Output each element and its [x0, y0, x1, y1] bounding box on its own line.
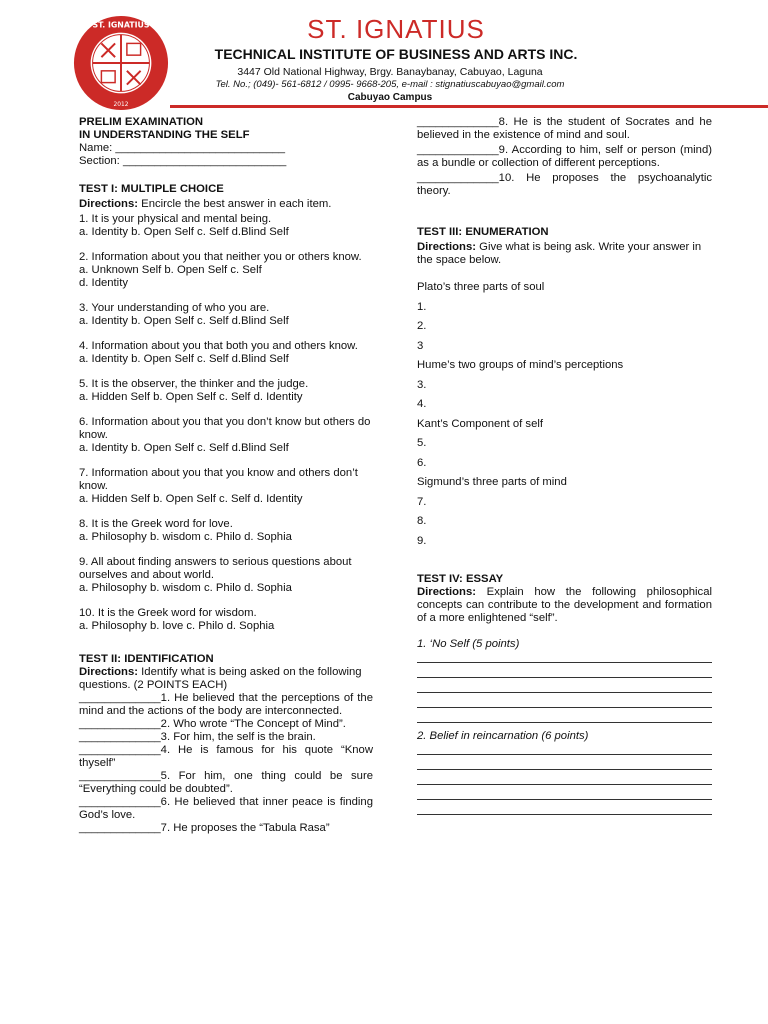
- group-title: Sigmund’s three parts of mind: [417, 476, 567, 488]
- test1-directions: [79, 198, 373, 211]
- logo-text-top: ST. IGNATIUS: [92, 20, 150, 30]
- question-text: 7. Information about you that you know and others don’t know.: [79, 467, 358, 492]
- question-text: 10. It is the Greek word for wisdom.: [79, 607, 257, 619]
- identification-item-1[interactable]: _____________1. He believed that the perceptions of the mind and the actions of the body are interconnected.: [79, 692, 373, 717]
- campus-name: Cabuyao Campus: [347, 92, 433, 103]
- directions-label: Directions:: [417, 586, 477, 598]
- answer-blank-line[interactable]: [417, 762, 712, 770]
- test1-heading: TEST I: MULTIPLE CHOICE: [79, 183, 224, 195]
- question-text: 6. Information about you that you don’t know but others do know.: [79, 416, 371, 441]
- question-choices[interactable]: a. Hidden Self b. Open Self c. Self d. Identity: [79, 493, 303, 505]
- answer-blank-line[interactable]: [417, 777, 712, 785]
- question-text: 3. Your understanding of who you are.: [79, 302, 270, 314]
- mc-question-1: [79, 213, 373, 239]
- school-name: ST. IGNATIUS: [307, 14, 485, 44]
- essay-answer-area-2[interactable]: [417, 747, 712, 815]
- left-column: [79, 116, 373, 835]
- answer-line[interactable]: 5.: [417, 437, 427, 449]
- answer-blank-line[interactable]: [417, 747, 712, 755]
- mc-question-4: [79, 340, 373, 366]
- school-contact: Tel. No.; (049)- 561-6812 / 0995- 9668-205, e-mail : stignatiuscabuyao@gmail.com: [215, 79, 565, 90]
- answer-blank-line[interactable]: [417, 792, 712, 800]
- test4-heading: TEST IV: ESSAY: [417, 573, 504, 585]
- answer-line[interactable]: 8.: [417, 515, 427, 527]
- question-choices[interactable]: a. Identity b. Open Self c. Self d.Blind Self: [79, 353, 289, 365]
- question-choices[interactable]: a. Identity b. Open Self c. Self d.Blind Self: [79, 315, 289, 327]
- answer-line[interactable]: 3: [417, 339, 424, 352]
- identification-item-3[interactable]: _____________3. For him, the self is the brain.: [79, 731, 316, 743]
- answer-line[interactable]: 1.: [417, 300, 427, 313]
- answer-line[interactable]: 6.: [417, 456, 427, 469]
- exam-title-line1: PRELIM EXAMINATION: [79, 116, 204, 128]
- identification-item-5[interactable]: _____________5. For him, one thing could be sure “Everything could be doubted”.: [79, 770, 373, 795]
- answer-blank-line[interactable]: [417, 685, 712, 693]
- identification-item-8[interactable]: _____________8. He is the student of Socrates and he believed in the existence of mind and soul.: [417, 116, 712, 141]
- institute-name: TECHNICAL INSTITUTE OF BUSINESS AND ARTS INC.: [214, 46, 578, 62]
- question-choices-cont[interactable]: d. Identity: [79, 277, 128, 289]
- question-choices[interactable]: a. Identity b. Open Self c. Self d.Blind Self: [79, 442, 289, 454]
- question-text: 1. It is your physical and mental being.: [79, 213, 272, 225]
- name-field[interactable]: Name: ___________________________: [79, 142, 286, 154]
- group-title: Hume’s two groups of mind’s perceptions: [417, 359, 624, 371]
- question-choices[interactable]: a. Philosophy b. wisdom c. Philo d. Sophia: [79, 582, 292, 594]
- enumeration-group-plato: [417, 278, 712, 551]
- identification-item-4[interactable]: _____________4. He is famous for his quote “Know thyself”: [79, 744, 373, 769]
- mc-question-8: [79, 518, 373, 544]
- question-text: 2. Information about you that neither you or others know.: [79, 251, 362, 263]
- answer-line[interactable]: 9.: [417, 534, 427, 547]
- school-address: 3447 Old National Highway, Brgy. Banaybanay, Cabuyao, Laguna: [237, 66, 543, 78]
- directions-text: Encircle the best answer in each item.: [138, 198, 332, 210]
- right-column: [417, 116, 712, 822]
- question-choices[interactable]: a. Identity b. Open Self c. Self d.Blind Self: [79, 226, 289, 238]
- mc-question-2: [79, 251, 373, 290]
- question-choices[interactable]: a. Unknown Self b. Open Self c. Self: [79, 264, 262, 276]
- identification-item-6[interactable]: _____________6. He believed that inner peace is finding God’s love.: [79, 796, 373, 821]
- school-header: [0, 0, 768, 112]
- mc-question-5: [79, 378, 373, 404]
- directions-label: Directions:: [79, 198, 139, 210]
- directions-label: Directions:: [79, 666, 139, 678]
- identification-item-9[interactable]: _____________9. According to him, self or person (mind) as a bundle or collection of different perceptions.: [417, 144, 712, 169]
- essay-question-1: 1. ‘No Self (5 points): [417, 638, 520, 650]
- mc-question-9: [79, 556, 373, 595]
- directions-label: Directions:: [417, 241, 477, 253]
- identification-item-7[interactable]: _____________7. He proposes the “Tabula Rasa”: [79, 822, 330, 834]
- test2-heading: TEST II: IDENTIFICATION: [79, 653, 214, 665]
- test2-directions: [79, 666, 373, 692]
- answer-blank-line[interactable]: [417, 715, 712, 723]
- answer-line[interactable]: 3.: [417, 378, 427, 391]
- identification-item-2[interactable]: _____________2. Who wrote “The Concept of Mind”.: [79, 718, 346, 730]
- directions-text: Identify what is being asked on the following questions. (2 POINTS EACH): [79, 666, 362, 691]
- directions-text: Give what is being ask. Write your answer in the space below.: [417, 241, 702, 266]
- question-text: 9. All about finding answers to serious questions about ourselves and about world.: [79, 556, 352, 581]
- mc-question-7: [79, 467, 373, 506]
- test3-heading: TEST III: ENUMERATION: [417, 226, 549, 238]
- header-divider: [170, 105, 768, 108]
- exam-title-line2: IN UNDERSTANDING THE SELF: [79, 129, 250, 141]
- test4-directions: [417, 586, 712, 625]
- test3-directions: [417, 241, 712, 267]
- question-text: 5. It is the observer, the thinker and the judge.: [79, 378, 309, 390]
- answer-blank-line[interactable]: [417, 655, 712, 663]
- mc-question-10: [79, 607, 373, 633]
- logo-year: 2012: [113, 102, 129, 109]
- mc-question-3: [79, 302, 373, 328]
- identification-item-10[interactable]: _____________10. He proposes the psychoanalytic theory.: [417, 172, 712, 197]
- directions-text: Explain how the following philosophical concepts can contribute to the development and formation of a more enlightened “self”.: [417, 586, 712, 624]
- group-title: Kant’s Component of self: [417, 417, 544, 430]
- section-field[interactable]: Section: __________________________: [79, 155, 287, 167]
- question-text: 8. It is the Greek word for love.: [79, 518, 233, 530]
- answer-blank-line[interactable]: [417, 700, 712, 708]
- mc-question-6: [79, 416, 373, 455]
- answer-blank-line[interactable]: [417, 807, 712, 815]
- answer-blank-line[interactable]: [417, 670, 712, 678]
- essay-question-2: 2. Belief in reincarnation (6 points): [417, 730, 589, 742]
- answer-line[interactable]: 2.: [417, 320, 427, 332]
- answer-line[interactable]: 4.: [417, 398, 427, 410]
- group-title: Plato’s three parts of soul: [417, 281, 545, 293]
- answer-line[interactable]: 7.: [417, 495, 427, 508]
- question-choices[interactable]: a. Philosophy b. love c. Philo d. Sophia: [79, 620, 275, 632]
- essay-answer-area-1[interactable]: [417, 655, 712, 723]
- question-text: 4. Information about you that both you and others know.: [79, 340, 358, 352]
- question-choices[interactable]: a. Philosophy b. wisdom c. Philo d. Sophia: [79, 531, 292, 543]
- question-choices[interactable]: a. Hidden Self b. Open Self c. Self d. Identity: [79, 391, 303, 403]
